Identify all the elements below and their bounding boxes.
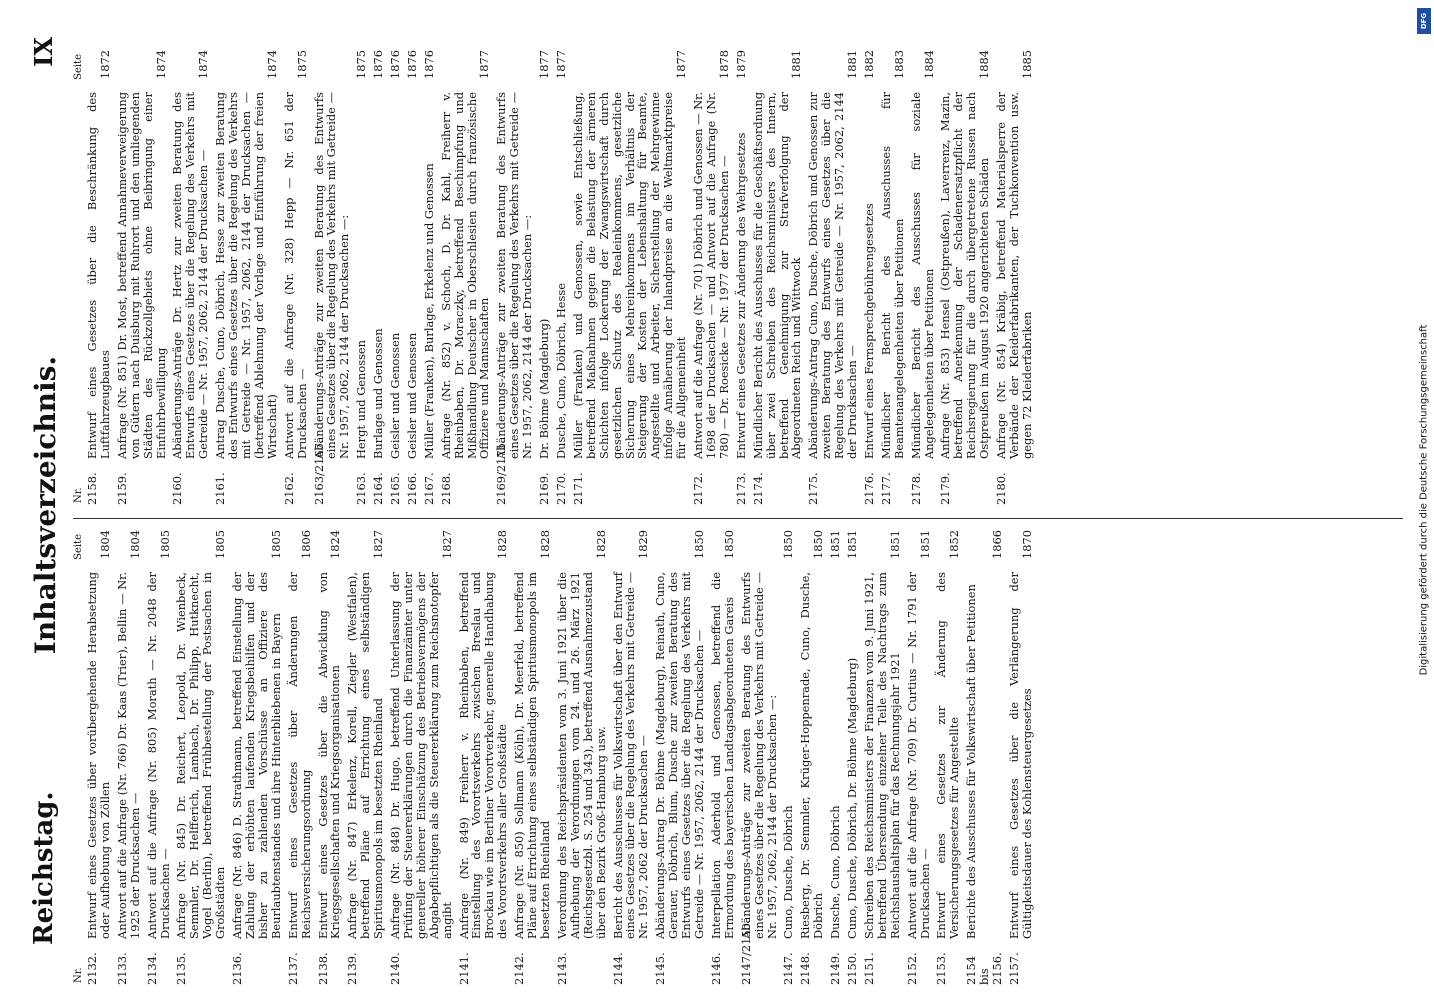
entry-page: 1805 <box>268 530 283 559</box>
entry-page: 1874 <box>153 50 168 79</box>
toc-entry <box>146 530 172 985</box>
toc-entry <box>555 50 568 505</box>
toc-entry <box>86 530 112 985</box>
entry-text: Antwort auf die Anfrage (Nr. 766) Dr. Kaas (Trier), Bellin — Nr. 1925 der Drucksachen — <box>114 572 142 939</box>
entry-page: 1851 <box>917 530 932 559</box>
entry-number: 2176. <box>861 472 876 505</box>
entry-page: 1828 <box>593 530 608 559</box>
toc-entry <box>965 530 1004 985</box>
entry-number: 2143. <box>554 952 569 985</box>
toc-entry <box>389 50 402 505</box>
entry-text: Interpellation Aderhold und Genossen, betreffend die Ermordung des bayerischen Landtagsabgeordneten Gareis <box>708 572 736 939</box>
entry-page: 1884 <box>977 50 992 79</box>
toc-entry <box>287 530 313 985</box>
entry-text: Antwort auf die Anfrage (Nr. 805) Morath — Nr. 2048 der Drucksachen — <box>144 572 172 939</box>
toc-entry <box>612 530 651 985</box>
entry-number: 2152. <box>904 952 919 985</box>
entry-text: Antrag Dusche, Cuno, Döbrich, Hesse zur zweiten Beratung des Entwurfs eines Gesetzes über die Regelung des Verkehrs mit Getreide — Nr. 1957, 2062, 2144 der Drucksachen — (betreffend Ablehnung der Vorlage und Einführung der freien Wirtschaft) <box>213 92 279 459</box>
toc-entry <box>86 50 112 505</box>
toc-entry <box>355 50 368 505</box>
page-header <box>25 25 65 985</box>
entry-page: 1877 <box>554 50 568 79</box>
entry-page: 1806 <box>298 530 313 559</box>
entry-page: 1876 <box>388 50 403 79</box>
entry-number: 2169. <box>537 472 552 505</box>
entry-number: 2132. <box>85 952 99 985</box>
entry-number: 2172. <box>691 472 706 505</box>
entry-page: 1874 <box>264 50 279 79</box>
entry-number: 2158. <box>85 472 99 505</box>
entry-text: Mündlicher Bericht des Ausschusses für soziale Angelegenheiten über Petitionen <box>908 92 936 459</box>
entry-number: 2133. <box>114 952 129 985</box>
entry-number: 2147/2150. <box>738 919 753 985</box>
toc-entry <box>654 530 706 985</box>
entry-number: 2149. <box>828 952 843 985</box>
entry-text: Cuno, Dusche, Döbrich <box>781 805 796 939</box>
toc-entry <box>939 50 991 505</box>
page-number: IX <box>29 37 58 67</box>
toc-entry <box>906 530 932 985</box>
column-header-number: Nr. <box>73 967 84 983</box>
right-entries <box>86 50 1034 505</box>
toc-entry <box>880 50 906 505</box>
entry-number: 2144. <box>610 952 625 985</box>
column-header-page: Seite <box>73 54 84 80</box>
entry-number: 2153. <box>934 952 949 985</box>
entry-text: Entwurf eines Gesetzes über die Abwicklung von Kriegsgesellschaften und Kriegsorganisationen <box>315 572 343 939</box>
toc-entry <box>389 530 454 985</box>
entry-text: Abänderungs-Anträge Dr. Hertz zur zweiten Beratung des Entwurfs eines Gesetzes über die Regelung des Verkehrs mit Getreide — Nr. 1957, 2062, 2144 der Drucksachen — <box>170 92 211 459</box>
toc-entry <box>995 50 1034 505</box>
entry-text: Dr. Böhme (Magdeburg) <box>537 318 552 459</box>
toc-entry <box>440 50 492 505</box>
entry-text: Entwurf eines Gesetzes über Änderungen der Reichsversicherungsordnung <box>285 572 313 939</box>
entry-number: 2170. <box>554 472 568 505</box>
toc-entry <box>740 530 779 985</box>
entry-text: Anfrage (Nr. 846) D. Strathmann, betreffend Einstellung der Zahlung der erhöhten laufenden Kriegsbeihilfen und der bisher zu zahlenden Vorschüsse an Offiziere des Beurlaubtenstandes und ihre Hinterbliebenen in Bayern <box>230 572 283 939</box>
entry-text: Anfrage (Nr. 845) Dr. Reichert, Leopold, Dr. Wienbeck, Semmler, Dr. Helfferich, Lambach, Dr. Philipp, Hutknecht, Vogel (Berlin), betreffend Frühbestellung der Postsachen in Großstädten <box>174 572 228 939</box>
toc-entry <box>782 530 795 985</box>
entry-text: Abänderungs-Antrag Cuno, Dusche, Döbrich und Genossen zur zweiten Beratung des Entwurfs eines Gesetzes über die Regelung des Verkehrs mit Getreide — Nr. 1957, 2062, 2144 der Drucksachen — <box>806 92 860 459</box>
entry-number: 2138. <box>315 952 330 985</box>
entry-text: Dusche, Cuno, Döbrich <box>828 805 843 939</box>
entry-page: 1884 <box>921 50 936 79</box>
toc-entry <box>572 50 688 505</box>
entry-page: 1827 <box>371 530 386 559</box>
entry-text: Geisler und Genossen <box>404 332 419 459</box>
toc-entry <box>863 530 902 985</box>
right-column <box>73 50 1038 505</box>
entry-page: 1870 <box>1019 530 1034 559</box>
entry-page: 1872 <box>97 50 112 79</box>
entry-text: Anfrage (Nr. 854) Kräbig, betreffend Materialsperre der Verbände der Kleiderfabrikanten, der Tuchkonvention usw. gegen 72 Kleiderfabriken <box>994 92 1034 459</box>
entry-page: 1851 <box>887 530 902 559</box>
toc-entry <box>423 50 436 505</box>
toc-entry <box>406 50 419 505</box>
entry-text: Entwurf eines Fernsprechgebührengesetzes <box>861 203 876 459</box>
entry-page: 1850 <box>691 530 706 559</box>
entry-page: 1850 <box>721 530 736 559</box>
dfg-logo-text: DFG <box>1420 12 1428 30</box>
entry-text: Berichte des Ausschusses für Volkswirtschaft über Petitionen <box>964 584 979 939</box>
entry-page: 1881 <box>789 50 804 79</box>
entry-text: Antwort auf die Anfrage (Nr. 328) Hepp — Nr. 651 der Drucksachen — <box>281 92 309 459</box>
entry-page: 1882 <box>861 50 876 79</box>
entry-page: 1876 <box>404 50 419 79</box>
entry-text: Anfrage (Nr. 850) Sollmann (Köln), Dr. Meerfeld, betreffend Pläne auf Errichtung eines selbständigen Spiritusmonopols im besetzten Rheinland <box>512 572 552 939</box>
toc-entry <box>538 50 551 505</box>
toc-entry <box>807 50 859 505</box>
entry-text: Dusche, Cuno, Döbrich, Hesse <box>554 283 568 459</box>
entry-text: Mündlicher Bericht des Ausschusses für Beamtenangelegenheiten über Petitionen <box>878 92 906 459</box>
entry-number: 2173. <box>733 472 748 505</box>
entry-text: Abänderungs-Anträge zur zweiten Beratung des Entwurfs eines Gesetzes über die Regelung des Verkehrs mit Getreide — Nr. 1957, 2062, 2144 der Drucksachen —: <box>311 92 352 459</box>
column-header-page: Seite <box>73 534 84 560</box>
entry-page: 1877 <box>477 50 492 79</box>
toc-entry <box>495 50 534 505</box>
toc-entry <box>283 50 309 505</box>
header-left: Reichstag. <box>29 791 59 945</box>
entry-number: 2145. <box>653 952 668 985</box>
toc-entry <box>372 50 385 505</box>
entry-text: Müller (Franken) und Genossen, sowie Entschließung, betreffend Maßnahmen gegen die Belastung der ärmeren Schichten infolge Lockerung der Zwangswirtschaft durch gesetzlichen Schutz des Realeinkommens, gesetzliche Sicherung eines Mehreinkommens im Verhältnis der Steigerung der Kosten der Lebenshaltung für Beamte, Angestellte und Arbeiter, Sicherstellung der Mehrgewinne infolge Annäherung der Inlandpreise an die Weltmarktpreise für die Allgemeinheit <box>570 92 689 459</box>
entry-number: 2151. <box>861 952 876 985</box>
entry-number: 2150. <box>845 952 860 985</box>
entry-text: Anfrage (Nr. 848) Dr. Hugo, betreffend Unterlassung der Prüfung der Steuererklärungen durch die Finanzämter unter genereller höherer Einschätzung des Betriebsvermögens der Abgabepflichtigen als die Steuererklärung zum Reichsnotopfer angibt <box>388 572 454 939</box>
toc-entry <box>313 50 352 505</box>
entry-text: Anfrage (Nr. 847) Erkelenz, Korell, Ziegler (Westfalen), betreffend Pläne auf Errichtung eines selbständigen Spiritusmonopols im besetzten Rheinland <box>345 572 386 939</box>
entry-text: Antwort auf die Anfrage (Nr. 701) Döbrich und Genossen — Nr. 1698 der Drucksachen — und Antwort auf die Anfrage (Nr. 780) — Dr. Roesicke — Nr. 1977 der Drucksachen — <box>691 92 731 459</box>
entry-text: Burlage und Genossen <box>371 328 386 459</box>
entry-text: Müller (Franken), Burlage, Erkelenz und Genossen <box>421 163 436 459</box>
entry-number: 2134. <box>144 952 159 985</box>
entry-page: 1804 <box>127 530 142 559</box>
entry-page: 1885 <box>1019 50 1034 79</box>
toc-entry <box>692 50 731 505</box>
entry-page: 1877 <box>674 50 689 79</box>
entry-text: Anfrage (Nr. 852) v. Schoch, D. Dr. Kahl, Freiherr v. Rheinbaben, Dr. Moraczky, betreffend Beschimpfung und Mißhandlung Deutscher in Oberschlesien durch französische Offiziere und Mannschaften <box>438 92 492 459</box>
toc-entry <box>458 530 510 985</box>
toc-entry <box>710 530 736 985</box>
toc-entry <box>556 530 608 985</box>
rotated-page-content <box>25 25 1405 985</box>
entry-number: 2167. <box>421 472 436 505</box>
toc-entry <box>829 530 842 985</box>
entry-number: 2154 bis 2156. <box>964 952 1005 985</box>
entry-number: 2162. <box>281 472 296 505</box>
entry-page: 1875 <box>294 50 309 79</box>
digitization-note: Digitalisierung gefördert durch die Deutsche Forschungsgemeinschaft <box>1418 324 1430 676</box>
entry-number: 2179. <box>938 472 953 505</box>
toc-entry <box>513 530 552 985</box>
entry-number: 2136. <box>230 952 245 985</box>
toc-entry <box>116 530 142 985</box>
entry-number: 2157. <box>1007 952 1021 985</box>
entry-text: Riesberg, Dr. Semmler, Krüger-Hoppenrade, Cuno, Dusche, Döbrich <box>798 572 826 939</box>
column-header-number: Nr. <box>73 487 84 503</box>
entry-text: Abänderungs-Antrag Dr. Böhme (Magdeburg), Reinath, Cuno, Gerauer, Döbrich, Blum, Dusche zur zweiten Beratung des Entwurfs eines Gesetzes über die Regelung des Verkehrs mit Getreide — Nr. 1957, 2062, 2144 der Drucksachen — <box>653 572 706 939</box>
toc-entry <box>317 530 343 985</box>
entry-page: 1876 <box>371 50 386 79</box>
toc-entry <box>171 50 210 505</box>
entry-page: 1828 <box>538 530 552 559</box>
entry-number: 2160. <box>170 472 185 505</box>
toc-entry <box>799 530 825 985</box>
entry-page: 1878 <box>716 50 731 79</box>
entry-page: 1805 <box>213 530 228 559</box>
entry-number: 2146. <box>708 952 723 985</box>
entry-number: 2165. <box>388 472 403 505</box>
entry-page: 1852 <box>947 530 962 559</box>
entry-number: 2140. <box>388 952 403 985</box>
entry-number: 2166. <box>404 472 419 505</box>
toc-entry <box>231 530 283 985</box>
entry-text: Entwurf eines Gesetzes über die Verlängerung der Gültigkeitsdauer des Kohlensteuergesetzes <box>1007 572 1034 939</box>
page-title: Inhaltsverzeichnis. <box>29 355 62 655</box>
entry-page: 1828 <box>495 530 510 559</box>
entry-number: 2161. <box>213 472 228 505</box>
entry-text: Verordnung des Reichspräsidenten vom 3. Juni 1921 über die Aufhebung der Verordnungen vom 24. und 26. März 1921 (Reichsgesetzbl. S. 254 und 343), betreffend Ausnahmezustand über den Bezirk Groß-Hamburg usw. <box>554 572 608 939</box>
entry-text: Anfrage (Nr. 853) Hensel (Ostpreußen), Laverrenz, Mazin, betreffend Anerkennung der Schadenersatzpflicht der Reichsregierung für die durch übergetretene Russen nach Ostpreußen im August 1920 angerichteten Schäden <box>938 92 992 459</box>
entry-number: 2142. <box>512 952 527 985</box>
entry-number: 2137. <box>285 952 300 985</box>
entry-page: 1876 <box>421 50 436 79</box>
entry-page: 1804 <box>97 530 112 559</box>
entry-text: Entwurf eines Gesetzes über vorübergehende Herabsetzung oder Aufhebung von Zöllen <box>85 572 112 939</box>
entry-text: Entwurf eines Gesetzes zur Änderung des Versicherungsgesetzes für Angestellte <box>934 572 962 939</box>
entry-number: 2163. <box>354 472 369 505</box>
entry-page: 1851 <box>845 530 860 559</box>
entry-number: 2164. <box>371 472 386 505</box>
entry-page: 1883 <box>891 50 906 79</box>
entry-number: 2177. <box>878 472 893 505</box>
entry-text: Entwurf eines Gesetzes über die Beschränkung des Luftfahrzeugbaues <box>85 92 112 459</box>
entry-number: 2171. <box>570 472 585 505</box>
entry-number: 2174. <box>750 472 765 505</box>
entry-text: Abänderungs-Anträge zur zweiten Beratung des Entwurfs eines Gesetzes über die Regelung des Verkehrs mit Getreide — Nr. 1957, 2062, 2144 der Drucksachen —: <box>738 572 779 939</box>
entry-text: Entwurf eines Gesetzes zur Änderung des Wehrgesetzes <box>733 132 748 459</box>
entry-number: 2159. <box>114 472 129 505</box>
toc-entry <box>863 50 876 505</box>
entry-number: 2148. <box>798 952 813 985</box>
dfg-logo <box>1417 8 1431 34</box>
entry-page: 1874 <box>196 50 211 79</box>
entry-page: 1850 <box>781 530 796 559</box>
entry-page: 1824 <box>328 530 343 559</box>
entry-page: 1829 <box>636 530 651 559</box>
toc-entry <box>910 50 936 505</box>
toc-entry <box>346 530 385 985</box>
toc-entry <box>935 530 961 985</box>
toc-entry <box>1008 530 1034 985</box>
entry-number: 2139. <box>345 952 360 985</box>
toc-entry <box>214 50 279 505</box>
entry-page: 1851 <box>828 530 843 559</box>
entry-number: 2163/2167. <box>311 439 326 505</box>
entry-number: 2141. <box>456 952 471 985</box>
entry-text: Hergt und Genossen <box>354 340 369 459</box>
entry-text: Geisler und Genossen <box>388 332 403 459</box>
entry-number: 2180. <box>994 472 1009 505</box>
entry-page: 1879 <box>733 50 748 79</box>
toc-entry <box>846 530 859 985</box>
entry-text: Schreiben des Reichsministers der Finanzen vom 9. Juni 1921, betreffend Übersendung einzelner Teile des Nachtrags zum Reichshaushaltsplan für das Rechnungsjahr 1921 <box>861 572 902 939</box>
toc-entry <box>752 50 804 505</box>
entry-number: 2135. <box>174 952 189 985</box>
entry-page: 1850 <box>811 530 826 559</box>
entry-page: 1805 <box>157 530 172 559</box>
toc-entry <box>175 530 227 985</box>
left-entries <box>86 530 1034 985</box>
entry-number: 2168. <box>438 472 453 505</box>
entry-number: 2147. <box>781 952 796 985</box>
entry-page: 1827 <box>439 530 454 559</box>
entry-text: Anfrage (Nr. 851) Dr. Most, betreffend Annahmeverweigerung von Gütern nach Duisburg mit Ruhrort und den umliegenden Städten des Rückzollgebiets ohne Beibringung einer Einfuhrbewilligung <box>114 92 168 459</box>
entry-text: Abänderungs-Anträge zur zweiten Beratung des Entwurfs eines Gesetzes über die Regelung des Verkehrs mit Getreide — Nr. 1957, 2062, 2144 der Drucksachen —: <box>494 92 535 459</box>
toc-entry <box>735 50 748 505</box>
entry-page: 1875 <box>354 50 369 79</box>
entry-page: 1881 <box>845 50 860 79</box>
entry-text: Mündlicher Bericht des Ausschusses für die Geschäftsordnung über zwei Schreiben des Reichsministers des Innern, betreffend Genehmigung zur Strafverfolgung der Abgeordneten Reich und Wittwock <box>750 92 804 459</box>
entry-text: Antwort auf die Anfrage (Nr. 709) Dr. Curtius — Nr. 1791 der Drucksachen — <box>904 572 932 939</box>
entry-number: 2175. <box>806 472 821 505</box>
toc-entry <box>116 50 168 505</box>
entry-page: 1877 <box>537 50 552 79</box>
entry-text: Anfrage (Nr. 849) Freiherr v. Rheinbaben, betreffend Einstellung des Vorortsverkehrs zwischen Breslau und Brockau wie im Berliner Vorortverkehr, generelle Handhabung des Vorortsverkehrs aller Großstädte <box>456 572 510 939</box>
entry-page: 1866 <box>990 530 1005 559</box>
left-column <box>73 530 1038 985</box>
entry-number: 2169/2171. <box>494 439 509 505</box>
entry-text: Cuno, Dusche, Döbrich, Dr. Böhme (Magdeburg) <box>845 657 860 939</box>
column-divider <box>73 518 1403 519</box>
entry-number: 2178. <box>908 472 923 505</box>
entry-text: Bericht des Ausschusses für Volkswirtschaft über den Entwurf eines Gesetzes über die Regelung des Verkehrs mit Getreide — Nr. 1957, 2062 der Drucksachen — <box>610 572 651 939</box>
